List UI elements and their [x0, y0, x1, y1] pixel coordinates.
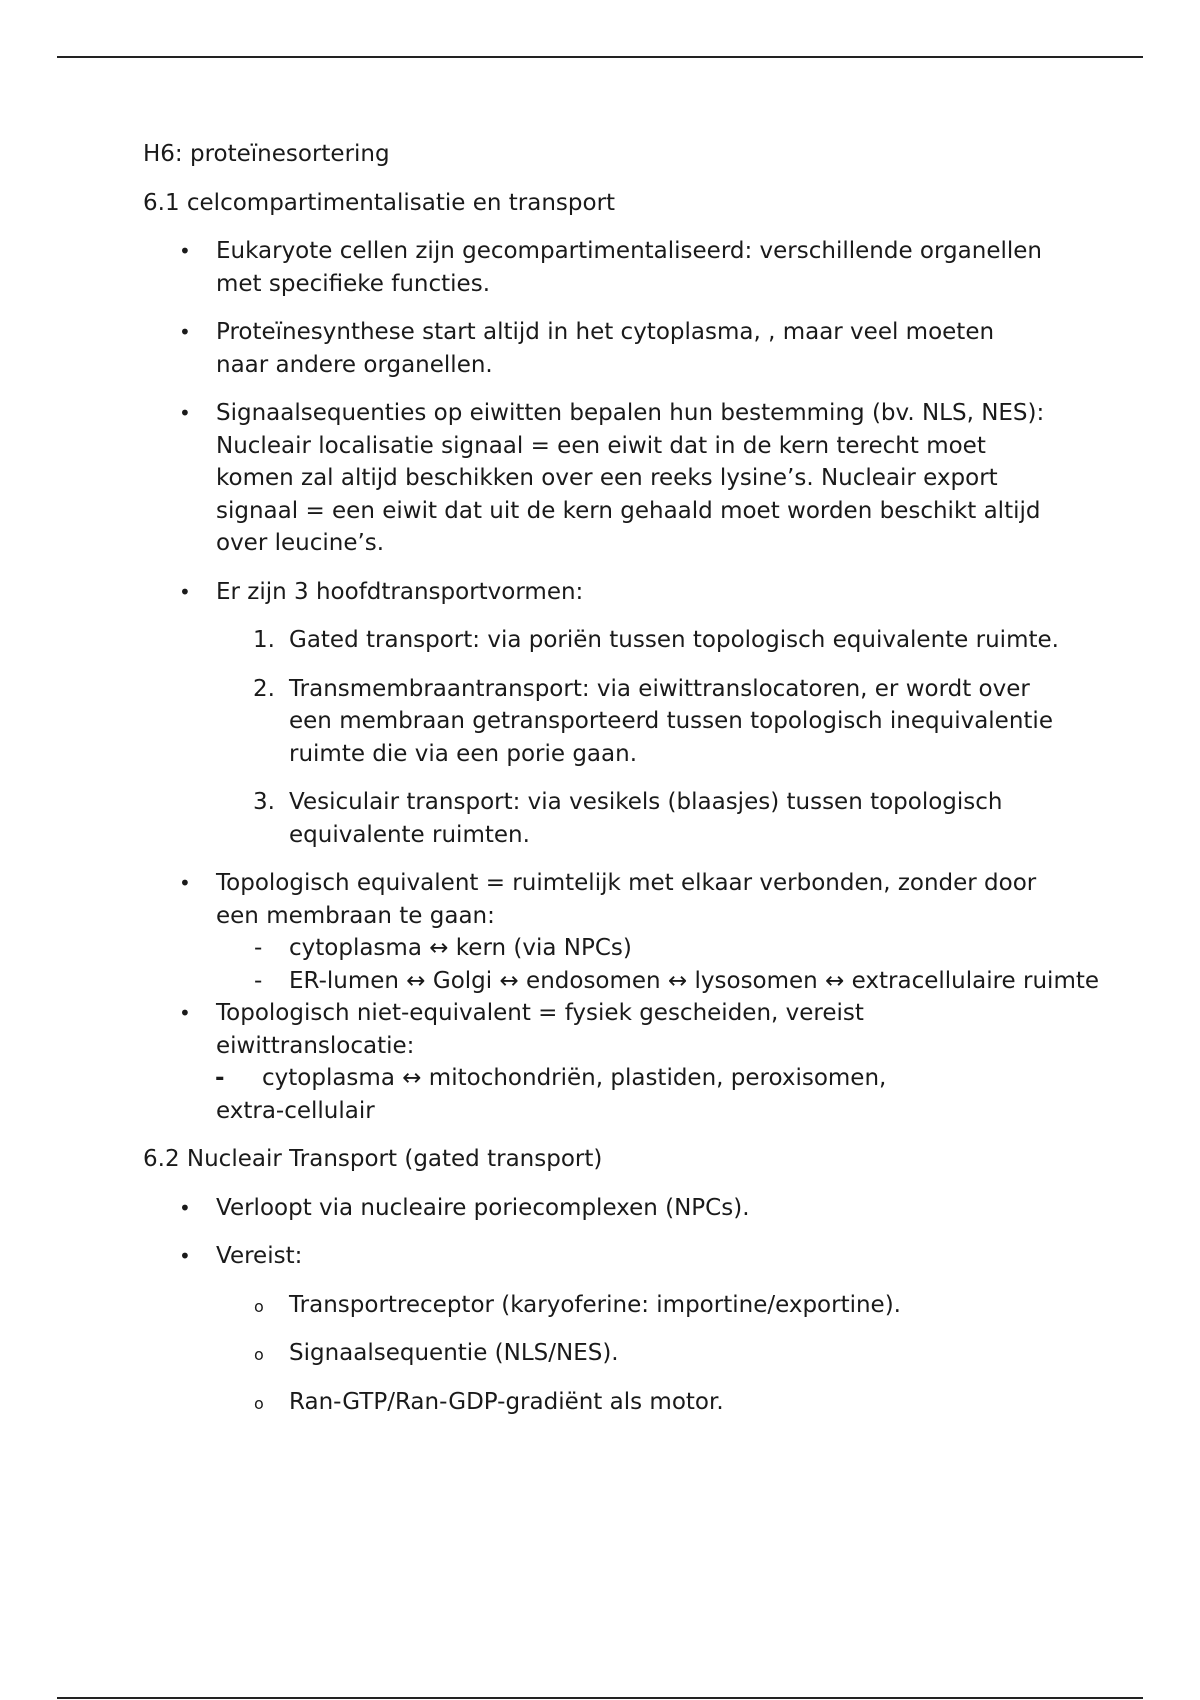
numbered-item [216, 786, 1059, 851]
equivalent-spaces-list [216, 932, 1116, 997]
sub-item-text: Transportreceptor (karyoferine: importine/exportine). [289, 1291, 901, 1318]
footer-rule [57, 1697, 1143, 1699]
dash-marker: - [254, 967, 263, 994]
section-heading-6-2: 6.2 Nucleair Transport (gated transport) [143, 1146, 603, 1172]
list-item [143, 235, 1046, 300]
chapter-title: H6: proteïnesortering [143, 141, 390, 167]
bullet-marker: • [179, 1195, 191, 1220]
list-item [143, 1240, 1046, 1418]
numbered-text: Vesiculair transport: via vesikels (blaasjes) tussen topologisch equivalente ruimten. [289, 789, 1003, 848]
sub-item-text: Signaalsequentie (NLS/NES). [289, 1340, 619, 1366]
section-6-2-bullets [143, 1192, 1103, 1419]
circle-marker: o [254, 1296, 264, 1316]
list-item [143, 1192, 1046, 1225]
dash-marker: - [254, 935, 263, 961]
non-equivalent-item [143, 1062, 1046, 1127]
numbered-text: Gated transport: via poriën tussen topologisch equivalente ruimte. [289, 627, 1059, 653]
document-body [143, 138, 1103, 1434]
bullet-text: Topologisch equivalent = ruimtelijk met elkaar verbonden, zonder door een membraan te gaan: [216, 870, 1037, 929]
bullet-marker: • [179, 320, 191, 344]
bullet-text: Er zijn 3 hoofdtransportvormen: [216, 578, 584, 605]
bullet-marker: • [179, 1244, 191, 1268]
sub-item-text: Ran-GTP/Ran-GDP-gradiënt als motor. [289, 1388, 724, 1415]
section-heading-6-1: 6.1 celcompartimentalisatie en transport [143, 189, 616, 216]
sub-dash-line [143, 1062, 1046, 1095]
bullet-text: Eukaryote cellen zijn gecompartimentaliseerd: verschillende organellen met specifieke functies. [216, 238, 1042, 297]
bullet-text: Vereist: [216, 1243, 303, 1269]
number-marker: 1. [253, 627, 275, 653]
dash-text: cytoplasma ↔ kern (via NPCs) [289, 935, 632, 961]
bullet-text: Signaalsequenties op eiwitten bepalen hun bestemming (bv. NLS, NES): Nucleair localisatie signaal = een eiwit dat in de kern terecht moet komen zal altijd beschikken over een reeks lysine’s. Nucleair export signaal = een eiwit dat uit de kern gehaald moet worden beschikt altijd over leucine’s. [216, 400, 1045, 556]
sub-item [216, 1289, 1089, 1322]
circle-marker: o [254, 1393, 264, 1413]
bullet-marker: • [179, 401, 191, 425]
bullet-marker: • [179, 239, 191, 263]
requirements-list [216, 1289, 1046, 1419]
bullet-marker: • [179, 1001, 191, 1025]
sub-item [216, 1386, 1089, 1419]
bullet-text: Topologisch niet-equivalent = fysiek gescheiden, vereist eiwittranslocatie: [216, 1000, 864, 1059]
list-item [143, 576, 1059, 852]
sub-item [216, 1337, 1089, 1370]
bullet-marker: • [179, 579, 191, 604]
transport-forms-list [216, 624, 1059, 851]
bullet-text: Proteïnesynthese start altijd in het cytoplasma, , maar veel moeten naar andere organellen. [216, 319, 995, 378]
list-item [143, 316, 1046, 381]
number-marker: 3. [253, 789, 275, 815]
dash-text: ER-lumen ↔ Golgi ↔ endosomen ↔ lysosomen ↔ extracellulaire ruimte [289, 967, 1100, 994]
dash-item [216, 932, 1129, 965]
list-item [143, 997, 1046, 1127]
number-marker: 2. [253, 675, 275, 702]
list-item [143, 397, 1046, 560]
sub-dash-text: cytoplasma ↔ mitochondriën, plastiden, peroxisomen, [262, 1065, 887, 1091]
sub-dash-continuation: extra-cellulair [216, 1097, 375, 1124]
dash-item [216, 965, 1129, 998]
bullet-text: Verloopt via nucleaire poriecomplexen (NPCs). [216, 1194, 750, 1221]
header-rule [57, 56, 1143, 58]
numbered-item [216, 624, 1059, 657]
bullet-marker: • [179, 871, 191, 895]
circle-marker: o [254, 1345, 264, 1364]
list-item [143, 867, 1116, 997]
section-6-1-bullets [143, 235, 1103, 1127]
numbered-text: Transmembraantransport: via eiwittranslocatoren, er wordt over een membraan getransporteerd tussen topologisch inequivalentie ruimte die via een porie gaan. [289, 675, 1053, 767]
dash-marker: - [215, 1065, 225, 1091]
numbered-item [216, 673, 1059, 771]
